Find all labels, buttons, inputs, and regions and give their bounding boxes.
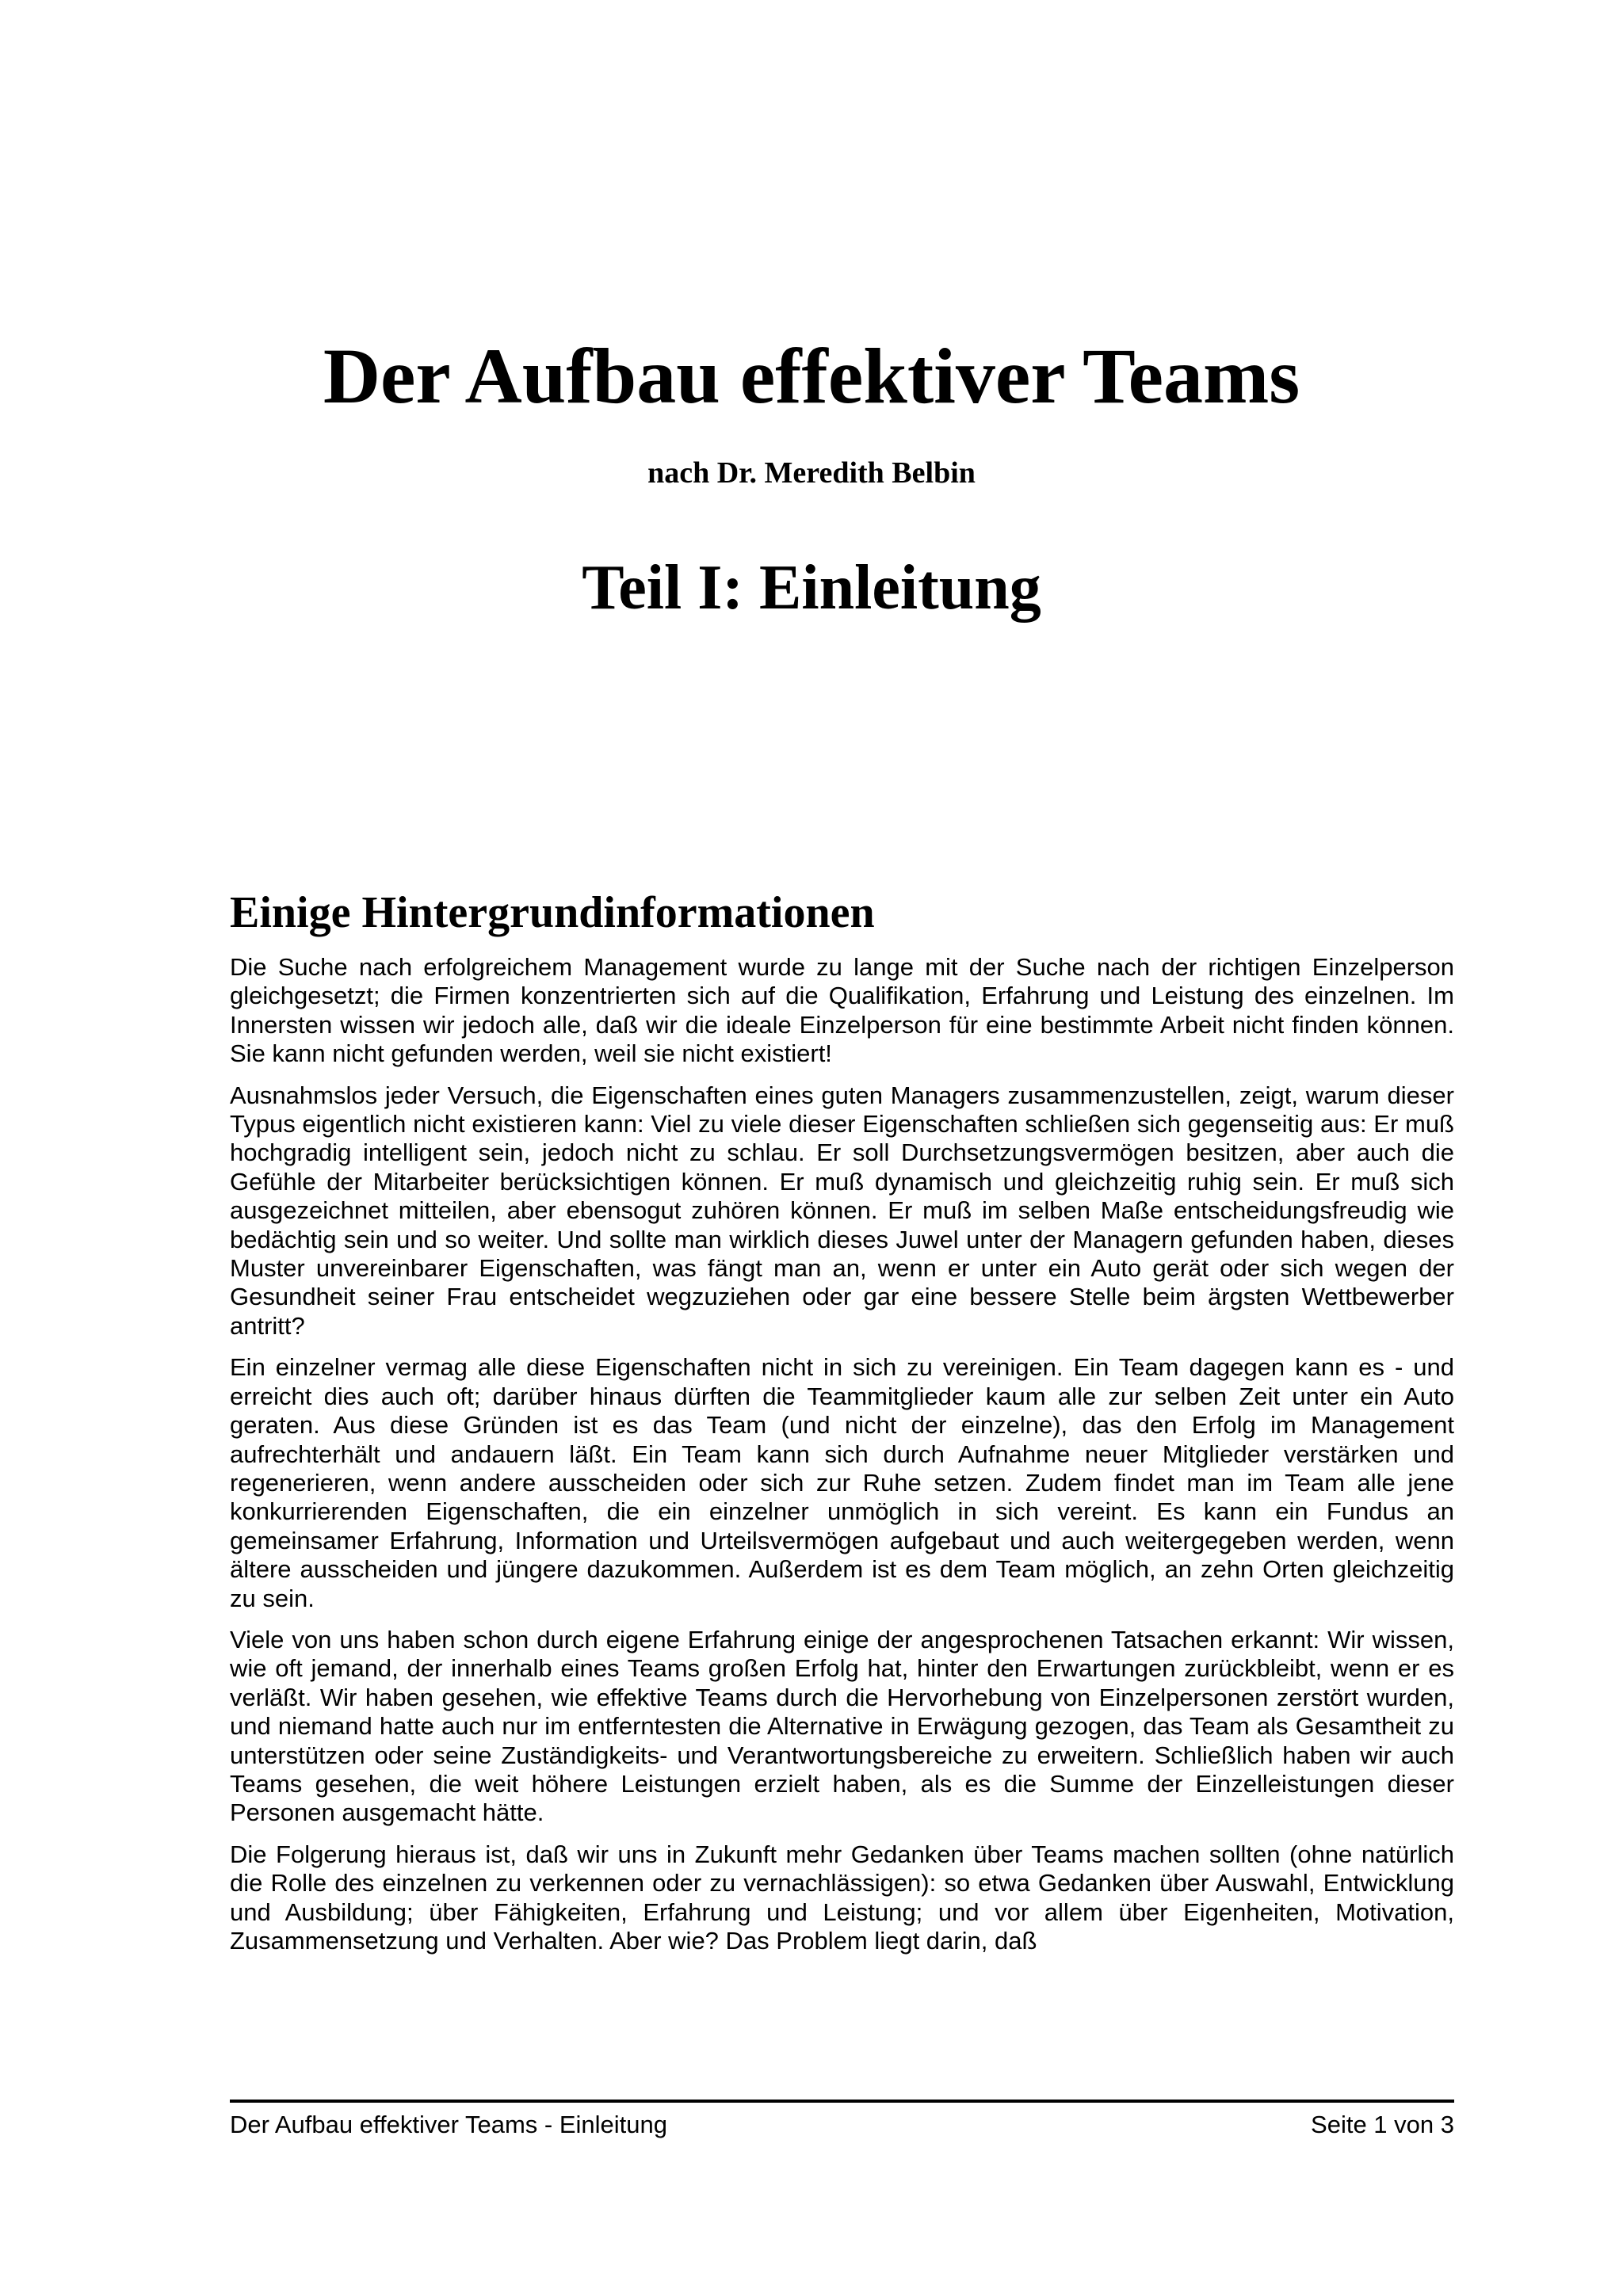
paragraph: Die Folgerung hieraus ist, daß wir uns in Zukunft mehr Gedanken über Teams machen sollten (ohne natürlich die Rolle des einzelnen zu verkennen oder zu vernachlässigen): so etwa Gedanken über Auswahl, Entwicklung und Ausbildung; über Fähigkeiten, Erfahrung und Leistung; und vor allem über Eigenheiten, Motivation, Zusammensetzung und Verhalten. Aber wie? Das Problem liegt darin, daß <box>230 1840 1454 1955</box>
paragraph: Die Suche nach erfolgreichem Management wurde zu lange mit der Suche nach der richtigen Einzelperson gleichgesetzt; die Firmen konzentrierten sich auf die Qualifikation, Erfahrung und Leistung des einzelnen. Im Innersten wissen wir jedoch alle, daß wir die ideale Einzelperson für eine bestimmte Arbeit nicht finden können. Sie kann nicht gefunden werden, weil sie nicht existiert! <box>230 953 1454 1068</box>
section-body <box>230 953 1454 1968</box>
footer-page-number: Seite 1 von 3 <box>1311 2111 1454 2138</box>
footer-divider <box>230 2100 1454 2103</box>
part-title: Teil I: Einleitung <box>582 553 1041 623</box>
section-heading: Einige Hintergrundinformationen <box>230 888 875 937</box>
paragraph: Viele von uns haben schon durch eigene Erfahrung einige der angesprochenen Tatsachen erkannt: Wir wissen, wie oft jemand, der innerhalb eines Teams großen Erfolg hat, hinter den Erwartungen zurückbleibt, wenn er es verläßt. Wir haben gesehen, wie effektive Teams durch die Hervorhebung von Einzelpersonen zerstört wurden, und niemand hatte auch nur im entferntesten die Alternative in Erwägung gezogen, das Team als Gesamtheit zu unterstützen oder seine Zuständigkeits- und Verantwortungsbereiche zu erweitern. Schließlich haben wir auch Teams gesehen, die weit höhere Leistungen erzielt haben, als es die Summe der Einzelleistungen dieser Personen ausgemacht hätte. <box>230 1625 1454 1827</box>
footer-document-title: Der Aufbau effektiver Teams - Einleitung <box>230 2111 667 2138</box>
paragraph: Ausnahmslos jeder Versuch, die Eigenschaften eines guten Managers zusammenzustellen, zeigt, warum dieser Typus eigentlich nicht existieren kann: Viel zu viele dieser Eigenschaften schließen sich gegenseitig aus: Er muß hochgradig intelligent sein, jedoch nicht zu schlau. Er soll Durchsetzungsvermögen besitzen, aber auch die Gefühle der Mitarbeiter berücksichtigen können. Er muß dynamisch und gleichzeitig ruhig sein. Er muß sich ausgezeichnet mitteilen, aber ebensogut zuhören können. Er muß im selben Maße entscheidungsfreudig wie bedächtig sein und so weiter. Und sollte man wirklich dieses Juwel unter der Managern gefunden haben, dieses Muster unvereinbarer Eigenschaften, was fängt man an, wenn er unter ein Auto gerät oder sich wegen der Gesundheit seiner Frau entscheidet wegzuziehen oder gar eine bessere Stelle beim ärgsten Wettbewerber antritt? <box>230 1081 1454 1340</box>
document-subtitle: nach Dr. Meredith Belbin <box>647 456 976 490</box>
document-title: Der Aufbau effektiver Teams <box>323 332 1300 420</box>
paragraph: Ein einzelner vermag alle diese Eigenschaften nicht in sich zu vereinigen. Ein Team dagegen kann es - und erreicht dies auch oft; darüber hinaus dürften die Teammitglieder kaum alle zur selben Zeit unter ein Auto geraten. Aus diese Gründen ist es das Team (und nicht der einzelne), das den Erfolg im Management aufrechterhält und andauern läßt. Ein Team kann sich durch Aufnahme neuer Mitglieder verstärken und regenerieren, wenn andere ausscheiden oder sich zur Ruhe setzen. Zudem findet man im Team alle jene konkurrierenden Eigenschaften, die ein einzelner unmöglich in sich vereint. Es kann ein Fundus an gemeinsamer Erfahrung, Information und Urteilsvermögen aufgebaut und auch weitergegeben werden, wenn ältere ausscheiden und jüngere dazukommen. Außerdem ist es dem Team möglich, an zehn Orten gleichzeitig zu sein. <box>230 1353 1454 1612</box>
